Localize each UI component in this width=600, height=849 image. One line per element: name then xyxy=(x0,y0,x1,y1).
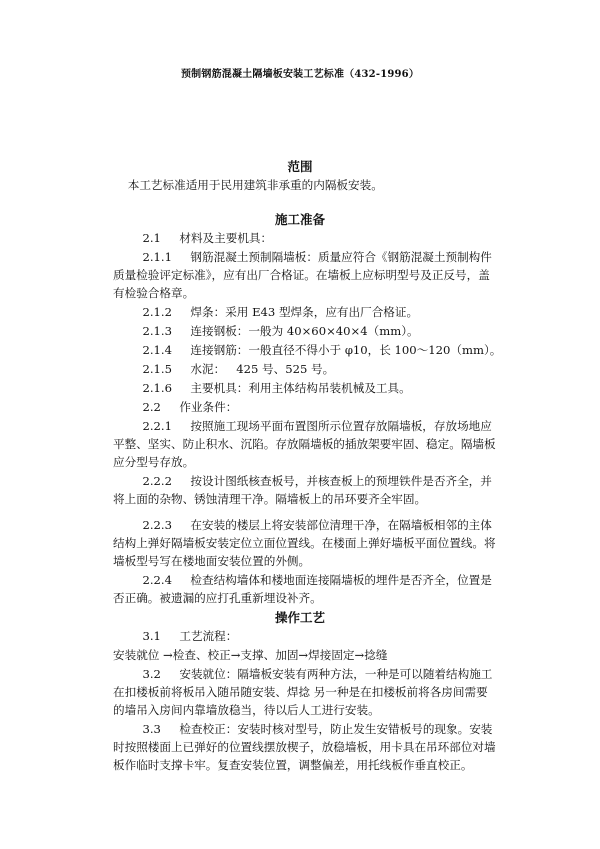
para-2-1-3: 2.1.3 连接钢板：一般为 40×60×40×4（mm）。 xyxy=(113,324,419,338)
para-2-2: 2.2 作业条件： xyxy=(113,400,238,414)
para-2-2-4: 2.2.4 检查结构墙体和楼地面连接隔墙板的埋件是否齐全，位置是否正确。被遗漏的应打孔重新埋设补齐。 xyxy=(113,573,492,605)
section-heading-process: 操作工艺 xyxy=(274,610,325,625)
para-2-1-1: 2.1.1 钢筋混凝土预制隔墙板：质量应符合《钢筋混凝土预制构件质量检验评定标准》，应有出厂合格证。在墙板上应标明型号及正反号，盖有检验合格章。 xyxy=(113,250,492,300)
process-flow: 安装就位 →检查、校正→支撑、加固→焊接固定→捻缝 xyxy=(113,648,388,662)
para-2-1-5: 2.1.5 水泥： 425 号、525 号。 xyxy=(113,362,335,376)
para-2-2-1: 2.2.1 按照施工现场平面布置图所示位置存放隔墙板，存放场地应平整、坚实、防止积水、沉陷。存放隔墙板的插放架要牢固、稳定。隔墙板应分型号存放。 xyxy=(113,419,496,469)
para-3-1: 3.1 工艺流程： xyxy=(113,629,238,643)
para-2-1-6: 2.1.6 主要机具：利用主体结构吊装机械及工具。 xyxy=(113,381,411,395)
para-2-1-4: 2.1.4 连接钢筋：一般直径不得小于 φ10，长 100～120（mm）。 xyxy=(113,343,502,357)
para-2-1: 2.1 材料及主要机具： xyxy=(113,231,273,245)
section-heading-preparation: 施工准备 xyxy=(274,212,325,227)
para-2-2-2: 2.2.2 按设计图纸核查板号，并核查板上的预埋铁件是否齐全，并将上面的杂物、锈蚀清理干净。隔墙板上的吊环要齐全牢固。 xyxy=(113,474,492,506)
para-3-3: 3.3 检查校正：安装时核对型号，防止发生安错板号的现象。安装时按照楼面上已弹好的位置线摆放楔子，放稳墙板，用卡具在吊环部位对墙板作临时支撑卡牢。复查安装位置，调整偏差，用托线板作垂直校正。 xyxy=(113,722,496,772)
section-heading-scope: 范围 xyxy=(287,159,313,174)
para-3-2: 3.2 安装就位：隔墙板安装有两种方法，一种是可以随着结构施工在扣楼板前将板吊入随吊随安装、焊捻 另一种是在扣楼板前将各房间需要的墙吊入房间内靠墙放稳当，待以后人工进行安装。 xyxy=(113,667,493,717)
para-2-1-2: 2.1.2 焊条：采用 E43 型焊条，应有出厂合格证。 xyxy=(113,305,419,319)
para-2-2-3: 2.2.3 在安装的楼层上将安装部位清理干净，在隔墙板相邻的主体结构上弹好隔墙板安装定位立面位置线。在楼面上弹好墙板平面位置线。将墙板型号写在楼地面安装位置的外侧。 xyxy=(113,518,496,568)
scope-text: 本工艺标准适用于民用建筑非承重的内隔板安装。 xyxy=(113,178,383,192)
document-title: 预制钢筋混凝土隔墙板安装工艺标准（432-1996） xyxy=(180,69,420,80)
